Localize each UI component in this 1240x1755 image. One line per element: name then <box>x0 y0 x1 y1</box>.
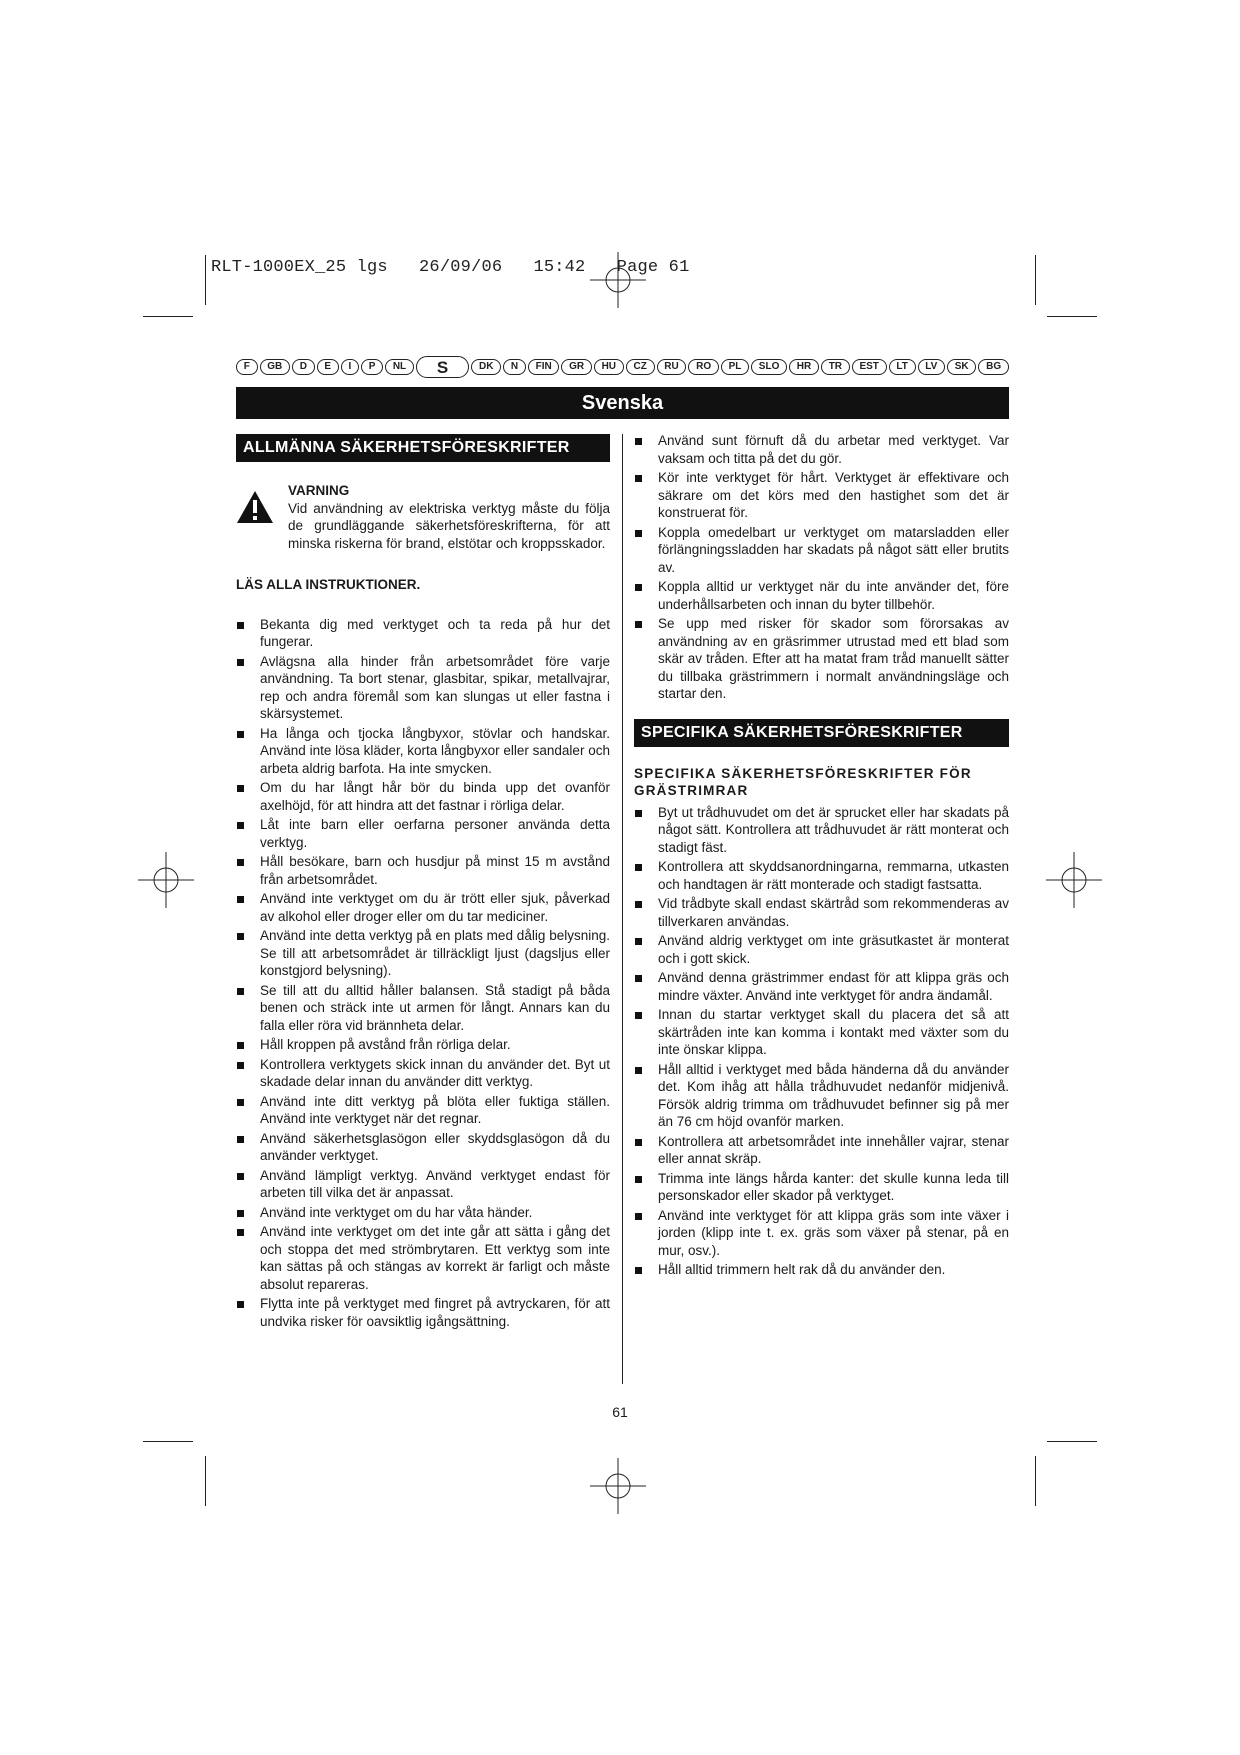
trimmer-safety-list <box>634 804 1009 1279</box>
language-tab-est: EST <box>852 359 887 375</box>
registration-mark-bottom <box>590 1458 646 1514</box>
list-item: Håll alltid trimmern helt rak då du använder den. <box>634 1261 1009 1279</box>
list-item: Använd inte verktyget om det inte går att sätta i gång det och stoppa det med strömbrytaren. Ett verktyg som inte kan sättas på och stängas av korrekt är farligt och måste absolut repareras. <box>236 1223 610 1293</box>
page-number: 61 <box>612 1404 628 1420</box>
list-item: Avlägsna alla hinder från arbetsområdet före varje användning. Ta bort stenar, glasbitar, spikar, metallvajrar, rep och andra föremål som kan slungas ut eller fastna i skärsystemet. <box>236 653 610 723</box>
list-item: Ha långa och tjocka långbyxor, stövlar och handskar. Använd inte lösa kläder, korta långbyxor eller sandaler och arbeta aldrig barfota. Ha inte smycken. <box>236 725 610 778</box>
list-item: Se till att du alltid håller balansen. Stå stadigt på båda benen och sträck inte ut armen för långt. Annars kan du falla eller röra vid brännheta delar. <box>236 982 610 1035</box>
language-tab-n: N <box>503 359 526 375</box>
crop-mark-bottom-left-horizontal <box>143 1441 193 1442</box>
list-item: Kör inte verktyget för hårt. Verktyget är effektivare och säkrare om det körs med den hastighet som det är konstruerat för. <box>634 469 1009 522</box>
language-tab-lv: LV <box>918 359 945 375</box>
crop-mark-bottom-left-vertical <box>205 1456 206 1506</box>
specific-safety-heading: SPECIFIKA SÄKERHETSFÖRESKRIFTER <box>634 719 1009 747</box>
list-item: Använd inte verktyget om du har våta händer. <box>236 1204 610 1222</box>
language-tab-lt: LT <box>889 359 916 375</box>
list-item: Trimma inte längs hårda kanter: det skulle kunna leda till personskador eller skador på verktyget. <box>634 1170 1009 1205</box>
language-bar <box>236 356 1009 378</box>
list-item: Använd denna grästrimmer endast för att klippa gräs och mindre växter. Använd inte verktyget för andra ändamål. <box>634 969 1009 1004</box>
list-item: Använd inte detta verktyg på en plats med dålig belysning. Se till att arbetsområdet är tillräckligt ljust (dagsljus eller konstgjord belysning). <box>236 927 610 980</box>
language-tab-p: P <box>361 359 383 375</box>
column-divider <box>622 434 623 1384</box>
language-tab-sk: SK <box>947 359 976 375</box>
language-tab-bg: BG <box>978 359 1008 375</box>
language-tab-hu: HU <box>594 359 624 375</box>
trimmer-safety-subheading: SPECIFIKA SÄKERHETSFÖRESKRIFTER FÖR GRÄSTRIMRAR <box>634 765 972 798</box>
list-item: Håll kroppen på avstånd från rörliga delar. <box>236 1036 610 1054</box>
list-item: Koppla alltid ur verktyget när du inte använder det, före underhållsarbeten och innan du byter tillbehör. <box>634 578 1009 613</box>
list-item: Kontrollera att arbetsområdet inte innehåller vajrar, stenar eller annat skräp. <box>634 1133 1009 1168</box>
page-title: Svenska <box>236 387 1009 419</box>
language-tab-pl: PL <box>721 359 749 375</box>
registration-mark-right <box>1046 852 1102 908</box>
list-item: Bekanta dig med verktyget och ta reda på hur det fungerar. <box>236 616 610 651</box>
language-tab-cz: CZ <box>626 359 655 375</box>
crop-mark-bottom-right-horizontal <box>1047 1441 1097 1442</box>
language-tab-hr: HR <box>789 359 819 375</box>
list-item: Koppla omedelbart ur verktyget om matarsladden eller förlängningssladden har skadats på något sätt eller brutits av. <box>634 524 1009 577</box>
left-column <box>236 434 610 1332</box>
language-tab-d: D <box>292 359 315 375</box>
language-tab-ru: RU <box>657 359 687 375</box>
list-item: Om du har långt hår bör du binda upp det ovanför axelhöjd, för att hindra att det fastnar i rörliga delar. <box>236 779 610 814</box>
list-item: Använd inte ditt verktyg på blöta eller fuktiga ställen. Använd inte verktyget när det regnar. <box>236 1093 610 1128</box>
language-tab-e: E <box>317 359 339 375</box>
list-item: Använd sunt förnuft då du arbetar med verktyget. Var vaksam och titta på det du gör. <box>634 432 1009 467</box>
crop-mark-top-right-vertical <box>1035 255 1036 305</box>
language-tab-gb: GB <box>260 359 290 375</box>
list-item: Använd lämpligt verktyg. Använd verktyget endast för arbeten till vilka det är anpassat. <box>236 1167 610 1202</box>
list-item: Använd säkerhetsglasögon eller skyddsglasögon då du använder verktyget. <box>236 1130 610 1165</box>
warning-box <box>236 482 610 552</box>
crop-mark-bottom-right-vertical <box>1035 1456 1036 1506</box>
read-instructions-heading: LÄS ALLA INSTRUKTIONER. <box>236 577 421 592</box>
language-tab-s: S <box>416 356 469 378</box>
crop-mark-top-right-horizontal <box>1047 316 1097 317</box>
language-tab-slo: SLO <box>751 359 787 375</box>
language-tab-gr: GR <box>561 359 591 375</box>
general-safety-list-continued <box>634 432 1009 703</box>
list-item: Byt ut trådhuvudet om det är sprucket eller har skadats på något sätt. Kontrollera att trådhuvudet är rätt monterat och stadigt fäst. <box>634 804 1009 857</box>
list-item: Flytta inte på verktyget med fingret på avtryckaren, för att undvika risker för oavsiktlig igångsättning. <box>236 1295 610 1330</box>
list-item: Kontrollera verktygets skick innan du använder det. Byt ut skadade delar innan du använder ditt verktyg. <box>236 1056 610 1091</box>
list-item: Använd aldrig verktyget om inte gräsutkastet är monterat och i gott skick. <box>634 932 1009 967</box>
warning-title: VARNING <box>288 483 350 498</box>
language-tab-nl: NL <box>385 359 414 375</box>
crop-mark-top-left-vertical <box>205 255 206 305</box>
list-item: Innan du startar verktyget skall du placera det så att skärtråden inte kan komma i kontakt med växter som du inte önskar klippa. <box>634 1006 1009 1059</box>
language-tab-ro: RO <box>688 359 718 375</box>
warning-text: Vid användning av elektriska verktyg måste du följa de grundläggande säkerhetsföreskrifterna, för att minska riskerna för brand, elstötar och kroppsskador. <box>288 500 610 551</box>
language-tab-i: I <box>341 359 359 375</box>
language-tab-f: F <box>236 359 258 375</box>
crop-mark-top-left-horizontal <box>143 316 193 317</box>
registration-mark-left <box>138 852 194 908</box>
language-tab-fin: FIN <box>528 359 560 375</box>
list-item: Använd inte verktyget om du är trött eller sjuk, påverkad av alkohol eller droger eller om du tar mediciner. <box>236 890 610 925</box>
general-safety-heading: ALLMÄNNA SÄKERHETSFÖRESKRIFTER <box>236 434 610 462</box>
warning-icon <box>236 482 288 552</box>
language-tab-tr: TR <box>821 359 850 375</box>
list-item: Håll besökare, barn och husdjur på minst 15 m avstånd från arbetsområdet. <box>236 853 610 888</box>
printer-slug: RLT-1000EX_25 lgs 26/09/06 15:42 Page 61 <box>211 258 690 277</box>
list-item: Använd inte verktyget för att klippa gräs som inte växer i jorden (klipp inte t. ex. gräs som växer på stenar, på en mur, osv.). <box>634 1207 1009 1260</box>
list-item: Kontrollera att skyddsanordningarna, remmarna, utkasten och handtagen är rätt monterade och stadigt fastsatta. <box>634 858 1009 893</box>
list-item: Håll alltid i verktyget med båda händerna då du använder det. Kom ihåg att hålla trådhuvudet nedanför midjenivå. Försök aldrig trimma om trådhuvudet befinner sig på mer än 76 cm höjd ovanför marken. <box>634 1061 1009 1131</box>
list-item: Vid trådbyte skall endast skärtråd som rekommenderas av tillverkaren användas. <box>634 895 1009 930</box>
language-tab-dk: DK <box>471 359 501 375</box>
list-item: Låt inte barn eller oerfarna personer använda detta verktyg. <box>236 816 610 851</box>
list-item: Se upp med risker för skador som förorsakas av användning av en gräsrimmer utrustad med ett blad som skär av tråden. Efter att ha matat fram tråd manuellt sätter du tillbaka grästrimmern i normalt användningsläge och startar den. <box>634 615 1009 703</box>
right-column <box>634 432 1009 1281</box>
general-safety-list <box>236 616 610 1331</box>
